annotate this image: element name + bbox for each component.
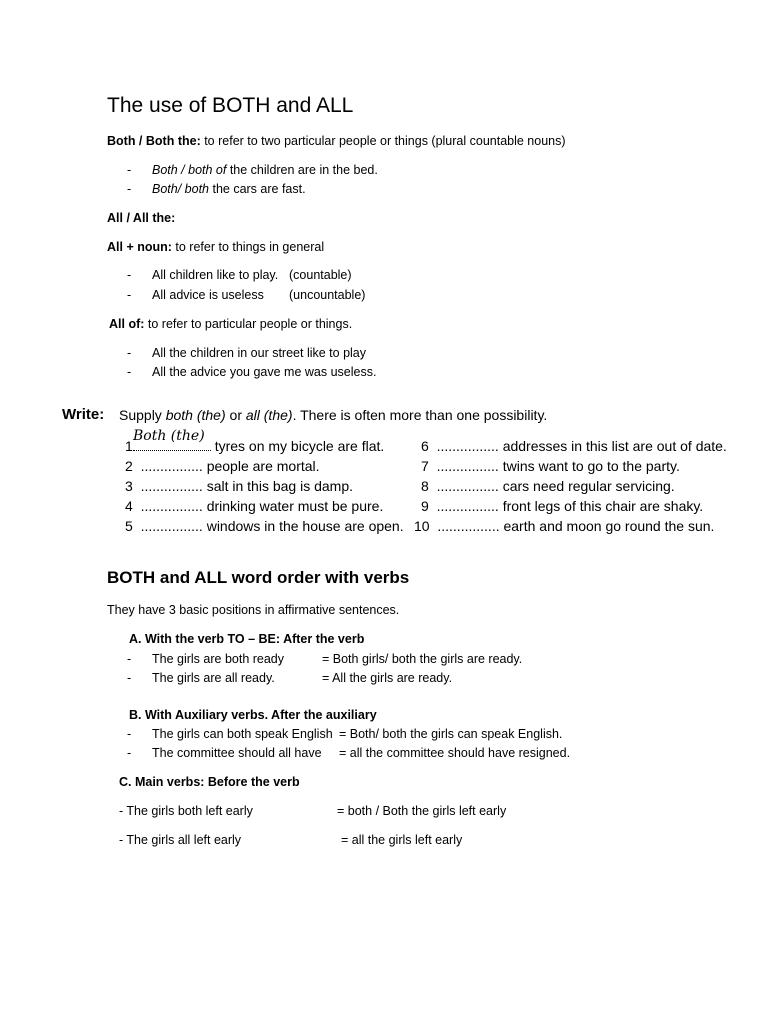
- exercise-item-4: [125, 498, 383, 514]
- bullet-dash: -: [127, 727, 132, 741]
- section-a-row-2-right: = All the girls are ready.: [322, 671, 453, 685]
- instr-part-2: . There is often more than one possibility.: [292, 407, 548, 423]
- both-definition-label: Both / Both the:: [107, 134, 201, 148]
- all-of-label: All of:: [109, 317, 145, 331]
- section-title: BOTH and ALL word order with verbs: [107, 568, 410, 587]
- exercise-number: 8: [421, 478, 429, 494]
- exercise-text: tyres on my bicycle are flat.: [214, 438, 385, 454]
- exercise-number: 9: [421, 498, 429, 514]
- exercise-number: 5: [125, 518, 133, 534]
- all-of-example-2: All the advice you gave me was useless.: [152, 365, 377, 379]
- exercise-text: windows in the house are open.: [206, 518, 404, 534]
- instr-both: both (the): [165, 407, 226, 423]
- both-example-emph: Both / both of: [152, 163, 227, 177]
- exercise-text: earth and moon go round the sun.: [503, 518, 715, 534]
- exercise-number: 6: [421, 438, 429, 454]
- bullet-dash: -: [127, 346, 132, 360]
- all-of-definition: [109, 317, 352, 331]
- bullet-dash: -: [127, 365, 132, 379]
- bullet-dash: -: [127, 652, 132, 666]
- exercise-instructions: [119, 407, 547, 423]
- positions-intro: They have 3 basic positions in affirmative sentences.: [107, 603, 400, 617]
- exercise-item-9: [421, 498, 703, 514]
- exercise-blank: ................: [140, 458, 203, 474]
- section-a-row-2-left: The girls are all ready.: [152, 671, 275, 685]
- all-noun-text: to refer to things in general: [171, 240, 325, 254]
- exercise-item-6: [421, 438, 727, 454]
- exercise-number: 10: [414, 518, 430, 534]
- all-noun-definition: [107, 240, 324, 254]
- bullet-dash: -: [127, 671, 132, 685]
- all-noun-example-1: All children like to play.: [152, 268, 279, 282]
- all-of-text: to refer to particular people or things.: [144, 317, 353, 331]
- write-label: Write:: [62, 406, 105, 423]
- exercise-blank: ................: [436, 478, 499, 494]
- exercise-blank: ................: [437, 518, 500, 534]
- bullet-dash: -: [127, 182, 132, 196]
- exercise-blank: ................: [140, 498, 203, 514]
- handwritten-answer: Both (the): [133, 428, 205, 444]
- both-example-1: [152, 163, 378, 177]
- exercise-text: salt in this bag is damp.: [206, 478, 353, 494]
- bullet-dash: -: [127, 288, 132, 302]
- bullet-dash: -: [127, 268, 132, 282]
- exercise-text: front legs of this chair are shaky.: [502, 498, 704, 514]
- exercise-blank: ................: [140, 518, 203, 534]
- both-example-emph: Both/ both: [152, 182, 209, 196]
- exercise-blank: ................: [436, 438, 499, 454]
- section-a-row-1-left: The girls are both ready: [152, 652, 285, 666]
- exercise-blank: [133, 450, 211, 451]
- section-c-row-1-right: = both / Both the girls left early: [337, 804, 507, 818]
- section-a-row-1-right: = Both girls/ both the girls are ready.: [322, 652, 523, 666]
- exercise-item-5: [125, 518, 404, 534]
- both-example-rest: the cars are fast.: [209, 182, 306, 196]
- exercise-number: 2: [125, 458, 133, 474]
- exercise-number: 7: [421, 458, 429, 474]
- section-c-row-2-right: = all the girls left early: [341, 833, 463, 847]
- both-definition: [107, 134, 566, 148]
- exercise-text: addresses in this list are out of date.: [502, 438, 727, 454]
- section-b-heading: B. With Auxiliary verbs. After the auxiliary: [129, 708, 377, 722]
- both-example-rest: the children are in the bed.: [226, 163, 378, 177]
- section-b-row-2-left: The committee should all have: [152, 746, 322, 760]
- instr-part-1: Supply: [119, 407, 166, 423]
- section-a-heading: A. With the verb TO – BE: After the verb: [129, 632, 365, 646]
- both-definition-text: to refer to two particular people or things (plural countable nouns): [200, 134, 566, 148]
- exercise-item-3: [125, 478, 353, 494]
- section-c-heading: C. Main verbs: Before the verb: [119, 775, 300, 789]
- exercise-item-2: [125, 458, 320, 474]
- bullet-dash: -: [127, 746, 132, 760]
- all-noun-label: All + noun:: [107, 240, 172, 254]
- bullet-dash: -: [127, 163, 132, 177]
- all-heading: All / All the:: [107, 211, 176, 225]
- section-b-row-1-left: The girls can both speak English: [152, 727, 333, 741]
- exercise-text: twins want to go to the party.: [502, 458, 680, 474]
- section-b-row-2-right: = all the committee should have resigned.: [339, 746, 571, 760]
- exercise-item-7: [421, 458, 680, 474]
- exercise-blank: ................: [436, 458, 499, 474]
- exercise-number: 1: [125, 438, 133, 454]
- page-title: The use of BOTH and ALL: [107, 94, 354, 117]
- exercise-blank: ................: [436, 498, 499, 514]
- both-example-2: [152, 182, 306, 196]
- all-of-example-1: All the children in our street like to play: [152, 346, 366, 360]
- exercise-item-1: [125, 438, 384, 454]
- exercise-blank: ................: [140, 478, 203, 494]
- exercise-number: 3: [125, 478, 133, 494]
- section-c-row-2-left: - The girls all left early: [119, 833, 242, 847]
- exercise-item-8: [421, 478, 675, 494]
- exercise-text: drinking water must be pure.: [206, 498, 384, 514]
- exercise-text: people are mortal.: [206, 458, 320, 474]
- instr-or: or: [225, 407, 246, 423]
- exercise-number: 4: [125, 498, 133, 514]
- exercise-item-10: [414, 518, 714, 534]
- section-b-row-1-right: = Both/ both the girls can speak English.: [339, 727, 563, 741]
- all-noun-note-1: (countable): [289, 268, 352, 282]
- all-noun-example-2: All advice is useless: [152, 288, 264, 302]
- all-noun-note-2: (uncountable): [289, 288, 366, 302]
- section-c-row-1-left: - The girls both left early: [119, 804, 253, 818]
- exercise-text: cars need regular servicing.: [502, 478, 675, 494]
- instr-all: all (the): [245, 407, 293, 423]
